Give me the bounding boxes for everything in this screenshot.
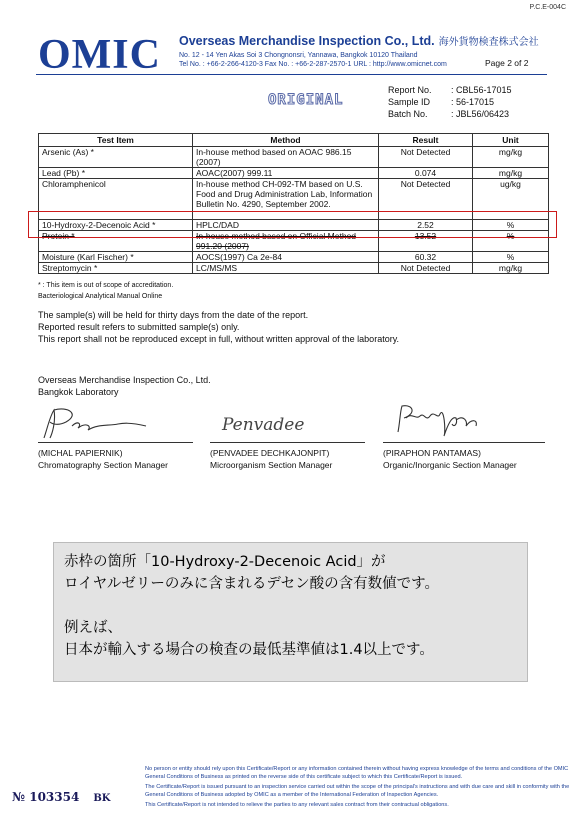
fine-print-paragraph: This Certificate/Report is not intended to relieve the parties to any relevant sales contract from their contractual obligations. xyxy=(145,802,449,808)
table-row xyxy=(39,252,549,263)
callout-line: 日本が輸入する場合の検査の最低基準値は1.4以上です。 xyxy=(64,642,434,658)
signatory-1 xyxy=(38,447,168,471)
meta-value: : 56-17015 xyxy=(451,97,495,107)
omic-logo: OMIC xyxy=(38,32,161,78)
cell-method: AOAC(2007) 999.11 xyxy=(193,168,379,179)
signatory-name: (PIRAPHON PANTAMAS) xyxy=(383,448,481,458)
signatory-title: Microorganism Section Manager xyxy=(210,460,333,470)
cell-item: Moisture (Karl Fischer) * xyxy=(39,252,193,263)
callout-line: 赤枠の箇所「10-Hydroxy-2-Decenoic Acid」が xyxy=(64,554,386,570)
policy-line: Reported result refers to submitted sample(s) only. xyxy=(38,322,240,332)
cell-result: 13.52 xyxy=(379,231,473,252)
cell-result: 60.32 xyxy=(379,252,473,263)
signatory-3 xyxy=(383,447,517,471)
lab-location: Bangkok Laboratory xyxy=(38,387,119,397)
callout-spacer xyxy=(64,595,517,617)
table-header-row xyxy=(39,134,549,147)
highlight-box xyxy=(28,211,557,238)
serial-value: № 103354 xyxy=(12,790,80,804)
note-bam: Bacteriological Analytical Manual Online xyxy=(38,293,163,300)
cell-result: Not Detected xyxy=(379,147,473,168)
meta-label: Batch No. xyxy=(388,109,428,119)
header-result: Result xyxy=(379,134,473,147)
book-code: BK xyxy=(93,793,111,804)
cell-method: In-house method based on Official Method 991.20 (2007) xyxy=(193,231,379,252)
cell-item: Arsenic (As) * xyxy=(39,147,193,168)
table-row xyxy=(39,263,549,274)
cell-unit: % xyxy=(473,220,549,231)
table-notes xyxy=(38,280,173,302)
fine-print xyxy=(145,765,570,811)
cell-result: Not Detected xyxy=(379,179,473,220)
meta-row-sample-id xyxy=(388,96,512,108)
serial-number xyxy=(12,790,110,804)
cell-unit: mg/kg xyxy=(473,168,549,179)
signature-penvadee xyxy=(218,406,328,440)
cell-method: AOCS(1997) Ca 2e-84 xyxy=(193,252,379,263)
header-rule xyxy=(36,74,547,75)
cell-unit: % xyxy=(473,252,549,263)
cell-unit: mg/kg xyxy=(473,147,549,168)
results-table xyxy=(38,133,549,274)
meta-row-report-no xyxy=(388,84,512,96)
cell-item: 10-Hydroxy-2-Decenoic Acid * xyxy=(39,220,193,231)
meta-label: Report No. xyxy=(388,85,432,95)
header-unit: Unit xyxy=(473,134,549,147)
meta-value: : JBL56/06423 xyxy=(451,109,510,119)
signature-papiernik xyxy=(38,404,158,442)
company-name-jp: 海外貨物検査株式会社 xyxy=(438,37,539,48)
cell-method: HPLC/DAD xyxy=(193,220,379,231)
header-test-item: Test Item xyxy=(39,134,193,147)
lab-name: Overseas Merchandise Inspection Co., Ltd. xyxy=(38,375,211,385)
meta-label: Sample ID xyxy=(388,97,431,107)
fine-print-paragraph: The Certificate/Report is issued pursuant to an inspection service carried out within the scope of the principal's instructions and with due care and skill in conformity with the General Conditions of Business adopted by OMIC as a member of the International Federation of Inspection Agencies. xyxy=(145,784,570,798)
signature-piraphon xyxy=(392,402,492,440)
fine-print-paragraph: No person or entity should rely upon this Certificate/Report or any information contained therein without having express knowledge of the terms and conditions of the OMIC General Conditions of Business as printed on the reverse side of this certificate subject to which this Certificate/Report is issued. xyxy=(145,766,569,780)
table-row xyxy=(39,168,549,179)
policy-line: This report shall not be reproduced except in full, without written approval of the laboratory. xyxy=(38,334,400,344)
cell-item: Lead (Pb) * xyxy=(39,168,193,179)
cell-result: 2.52 xyxy=(379,220,473,231)
cell-result: Not Detected xyxy=(379,263,473,274)
callout-line: ロイヤルゼリーのみに含まれるデセン酸の含有数値です。 xyxy=(64,576,439,592)
company-name xyxy=(179,33,539,48)
cell-method: In-house method CH-092-TM based on U.S. Food and Drug Administration Lab, Information Bulletin No. 4290, September 2002. xyxy=(193,179,379,220)
cell-unit: mg/kg xyxy=(473,263,549,274)
annotation-callout xyxy=(53,542,528,682)
policy-line: The sample(s) will be held for thirty days from the date of the report. xyxy=(38,310,309,320)
signatory-2 xyxy=(210,447,332,471)
signature-line xyxy=(38,442,193,443)
signature-line xyxy=(383,442,545,443)
signatory-name: (MICHAL PAPIERNIK) xyxy=(38,448,123,458)
lab-block xyxy=(38,374,211,398)
address-line: No. 12 - 14 Yen Akas Soi 3 Chongnonsri, Yannawa, Bangkok 10120 Thailand xyxy=(179,52,418,59)
signature-text: Penvadee xyxy=(222,415,305,435)
cell-unit: ug/kg xyxy=(473,179,549,220)
meta-value: : CBL56-17015 xyxy=(451,85,512,95)
table-row xyxy=(39,147,549,168)
cell-result: 0.074 xyxy=(379,168,473,179)
cell-method: In-house method based on AOAC 986.15 (2007) xyxy=(193,147,379,168)
note-scope: * : This item is out of scope of accreditation. xyxy=(38,282,174,289)
meta-row-batch-no xyxy=(388,108,512,120)
cell-unit: % xyxy=(473,231,549,252)
contact-line: Tel No. : +66-2-266-4120-3 Fax No. : +66-2-287-2570-1 URL : http://www.omicnet.com xyxy=(179,61,447,68)
signatory-name: (PENVADEE DECHKAJONPIT) xyxy=(210,448,330,458)
cell-method: LC/MS/MS xyxy=(193,263,379,274)
company-address xyxy=(179,51,447,69)
signatory-title: Chromatography Section Manager xyxy=(38,460,168,470)
form-code: P.C.E-004C xyxy=(529,4,566,11)
company-name-en: Overseas Merchandise Inspection Co., Ltd. xyxy=(179,34,435,48)
signature-line xyxy=(210,442,365,443)
original-stamp: ORIGINAL xyxy=(268,92,344,108)
cell-item: Streptomycin * xyxy=(39,263,193,274)
signatory-title: Organic/Inorganic Section Manager xyxy=(383,460,517,470)
report-meta xyxy=(388,84,512,120)
cell-item: Chloramphenicol xyxy=(39,179,193,220)
page-number: Page 2 of 2 xyxy=(485,58,529,68)
report-policy xyxy=(38,309,399,345)
cell-item: Protein * xyxy=(39,231,193,252)
callout-line: 例えば、 xyxy=(64,620,122,636)
header-method: Method xyxy=(193,134,379,147)
